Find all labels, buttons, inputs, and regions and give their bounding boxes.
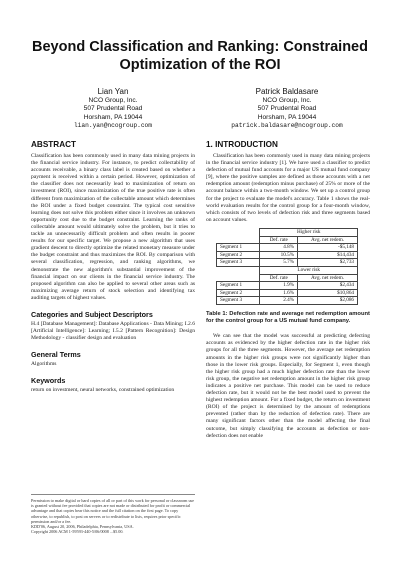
- column-header: Def. rate: [260, 236, 298, 244]
- redemption-cell: $2,434: [298, 282, 358, 290]
- table-row: [217, 251, 358, 259]
- paper-title: Beyond Classification and Ranking: Constrained Optimization of the ROI: [32, 39, 368, 73]
- general-terms-text: Algorithms: [31, 361, 57, 368]
- intro-paragraph-2: We can see that the model was successful at predicting defecting accounts as evidenced by the higher defection rate in the higher risk groups for all the three segments. However, the average net redemption amounts in the higher risk groups were not significantly higher than those in the lower risk groups. Especially, for Segment 1, even though the higher risk group had a much higher defection rate than the lower risk group, the negative net redemption amount in the higher risk group indicates a positive net purchase. This model can be used to reduce defection rate, but it would not be the best model used to prevent the highest redemption amount. For a fixed budget, the return on investment (ROI) of the project is determined by the amount of redemptions prevented (rather than by the reduction of defection rate). There are many significant factors other than the model affecting the final outcome, but simply classifying the accounts as defection or non-defection does not enable: [206, 333, 370, 439]
- column-header: Avg. net redem.: [298, 274, 358, 282]
- footnote-permission: Permission to make digital or hard copies of all or part of this work for personal or classroom use is granted without fee provided that copies are not made or distributed for profit or commercial advantage and that copies bear this notice and the full citation on the first page. To copy otherwise, to republish, to post on servers or to redistribute to lists, requires prior specific permission and/or a fee.: [31, 498, 195, 524]
- footnote-copyright: Copyright 2006 ACM 1-59593-440-5/06/0008 ...$5.00.: [31, 529, 124, 535]
- table-row: [217, 297, 358, 305]
- redemption-cell: -$5,148: [298, 244, 358, 252]
- author-block-2: [212, 87, 362, 131]
- redemption-cell: $10,864: [298, 289, 358, 297]
- table-column-header: [217, 236, 358, 244]
- redemption-cell: $2,733: [298, 259, 358, 267]
- table-group-header: [217, 266, 358, 274]
- author-name: Lian Yan: [97, 87, 129, 96]
- table-column-header: [217, 274, 358, 282]
- table-row: [217, 282, 358, 290]
- table-row: [217, 244, 358, 252]
- right-column: [206, 140, 370, 440]
- categories-text: H.4 [Database Management]: Database Applications - Data Mining; I.2.6 [Artificial Intelligence]: Learning; I.5.2 [Pattern Recognition]: Design Methodology - classifier design and evaluation: [31, 320, 195, 342]
- author-city: Horsham, PA 19044: [83, 113, 143, 121]
- author-address: 507 Prudental Road: [83, 105, 143, 113]
- rate-cell: 10.5%: [260, 251, 298, 259]
- general-terms-heading: General Terms: [31, 350, 81, 360]
- rate-cell: 2.4%: [260, 297, 298, 305]
- footnote-venue: KDD'06, August 20, 2006, Philadelphia, Pennsylvania, USA.: [31, 524, 134, 530]
- table-row: [217, 259, 358, 267]
- left-column: [31, 140, 195, 394]
- segment-cell: Segment 1: [217, 282, 260, 290]
- abstract-heading: ABSTRACT: [31, 140, 77, 149]
- column-header: Def. rate: [260, 274, 298, 282]
- redemption-cell: $2,086: [298, 297, 358, 305]
- group-label: Lower risk: [260, 266, 358, 274]
- table-group-header: [217, 228, 358, 236]
- author-org: NCO Group, Inc.: [262, 97, 312, 104]
- rate-cell: 4.8%: [260, 244, 298, 252]
- results-table: [216, 228, 358, 305]
- keywords-heading: Keywords: [31, 376, 66, 386]
- segment-cell: Segment 1: [217, 244, 260, 252]
- segment-cell: Segment 2: [217, 289, 260, 297]
- group-label: Higher risk: [260, 228, 358, 236]
- segment-cell: Segment 3: [217, 259, 260, 267]
- author-city: Horsham, PA 19044: [257, 113, 317, 121]
- abstract-text: Classification has been commonly used in many data mining projects in the financial service industry. For instance, to predict collectability of accounts receivable, a binary class label is created based on whether a payment is received within a certain period. However, optimization of the classifier does not necessarily lead to maximization of return on investment (ROI), since maximization of the true positive rate is often different from maximization of the collectable amount which determines the ROI under a fixed budget constraint. The typical cost sensitive learning does not solve this problem either since it involves an unknown opportunity cost due to the budget constraint. Learning the ranks of collectable amount would ultimately solve the problem, but it tries to tackle an unnecessarily difficult problem and often results in poorer results for our specific target. We propose a new algorithm that uses gradient descent to directly optimize the related monetary measure under the budget constraint and thus maximizes the ROI. By comparison with several classification, regression, and ranking algorithms, we demonstrate the new algorithm's substantial improvement of the financial impact on our clients in the financial service industry. The proposed algorithm can also be applied to several other areas such as maximizing average return of stock selection and identifying tax auditing targets of highest values.: [31, 153, 195, 301]
- categories-heading: Categories and Subject Descriptors: [31, 309, 153, 319]
- segment-cell: Segment 3: [217, 297, 260, 305]
- table-caption: Table 1: Defection rate and average net redemption amount for the control group for a US mutual fund company.: [206, 310, 370, 325]
- author-email: patrick.baldasare@ncogroup.com: [231, 122, 343, 130]
- keywords-text: return on investment, neural networks, constrained optimization: [31, 387, 175, 394]
- author-address: 507 Prudental Road: [257, 105, 317, 113]
- intro-paragraph-1: Classification has been commonly used in many data mining projects in the financial service industry [1]. We have used a classifier to predict defection of mutual fund accounts for a major US mutual fund company [9], where the positive samples are defined as those accounts with a net redemption amount (redemption minus purchase) of 25% or more of the account balance within a two-month window. We set up a control group for the project to evaluate the model's accuracy. Table 1 shows the real-world evaluation results for the control group for a four-month window, which consists of two levels of defection risk and three segments based on account values.: [206, 153, 370, 223]
- segment-cell: Segment 2: [217, 251, 260, 259]
- author-org: NCO Group, Inc.: [88, 97, 138, 104]
- author-name: Patrick Baldasare: [255, 87, 319, 96]
- rate-cell: 5.7%: [260, 259, 298, 267]
- rate-cell: 1.9%: [260, 282, 298, 290]
- author-email: lian.yan@ncogroup.com: [74, 122, 152, 130]
- table-row: [217, 289, 358, 297]
- author-block-1: [38, 87, 188, 131]
- introduction-heading: 1. INTRODUCTION: [206, 140, 278, 149]
- rate-cell: 1.6%: [260, 289, 298, 297]
- permission-footnote: [31, 494, 195, 534]
- redemption-cell: $14,434: [298, 251, 358, 259]
- column-header: Avg. net redem.: [298, 236, 358, 244]
